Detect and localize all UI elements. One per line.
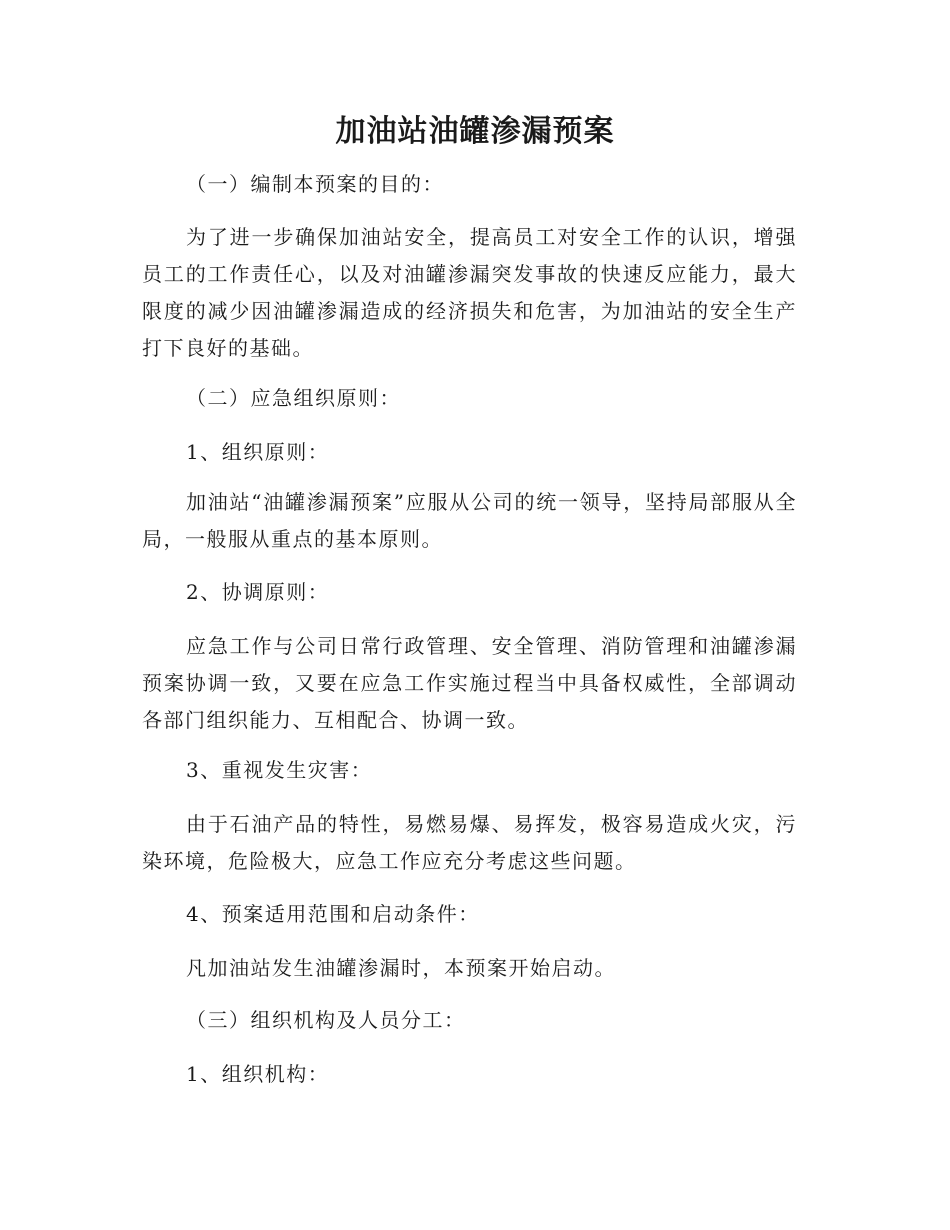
paragraph-coordination-principle: 应急工作与公司日常行政管理、安全管理、消防管理和油罐渗漏预案协调一致，又要在应急工作实施过程当中具备权威性，全部调动各部门组织能力、互相配合、协调一致。 bbox=[142, 634, 797, 732]
paragraph-purpose: 为了进一步确保加油站安全，提高员工对安全工作的认识，增强员工的工作责任心，以及对油罐渗漏突发事故的快速反应能力，最大限度的减少因油罐渗漏造成的经济损失和危害，为加油站的安全生产打下良好的基础。 bbox=[142, 225, 797, 360]
document-title: 加油站油罐渗漏预案 bbox=[335, 114, 615, 149]
subheading-scope-conditions: 4、预案适用范围和启动条件： bbox=[186, 902, 480, 926]
subheading-organization-structure: 1、组织机构： bbox=[186, 1062, 330, 1086]
subheading-coordination-principle: 2、协调原则： bbox=[186, 580, 330, 604]
section-heading-organization: （三）组织机构及人员分工： bbox=[186, 1008, 466, 1032]
section-heading-principles: （二）应急组织原则： bbox=[186, 386, 401, 410]
paragraph-scope-conditions: 凡加油站发生油罐渗漏时，本预案开始启动。 bbox=[186, 956, 616, 980]
section-heading-purpose: （一）编制本预案的目的： bbox=[186, 172, 444, 196]
paragraph-disaster-attention: 由于石油产品的特性，易燃易爆、易挥发，极容易造成火灾，污染环境，危险极大，应急工作应充分考虑这些问题。 bbox=[142, 812, 797, 873]
subheading-organization-principle: 1、组织原则： bbox=[186, 440, 330, 464]
paragraph-organization-principle: 加油站“油罐渗漏预案”应服从公司的统一领导，坚持局部服从全局，一般服从重点的基本原则。 bbox=[142, 490, 797, 551]
subheading-disaster-attention: 3、重视发生灾害： bbox=[186, 758, 373, 782]
